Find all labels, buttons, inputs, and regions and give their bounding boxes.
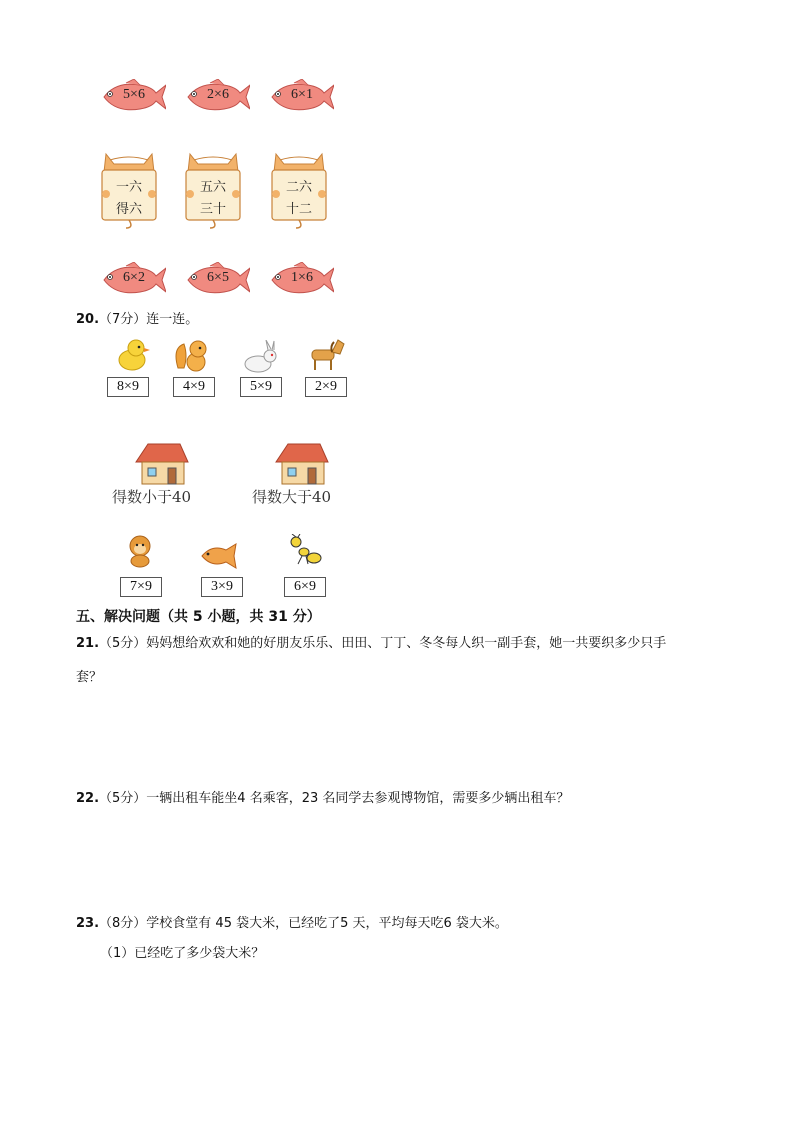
expression-box[interactable]: 4×9 <box>173 377 215 397</box>
question-20 <box>76 306 198 334</box>
fish-expression: 1×6 <box>291 270 313 285</box>
house-label[interactable]: 得数小于40 <box>112 488 192 506</box>
question-text: （5分）一辆出租车能坐4 名乘客，23 名同学去参观博物馆，需要多少辆出租车？ <box>99 791 570 806</box>
question-21 <box>76 630 756 692</box>
cat-card[interactable] <box>98 150 160 230</box>
expression-box[interactable]: 8×9 <box>107 377 149 397</box>
cat-line-1: 二六 <box>285 180 312 195</box>
section-title: 五、解决问题（共 5 小题，共 31 分） <box>76 609 321 625</box>
question-22 <box>76 785 569 813</box>
cat-card[interactable] <box>268 150 330 230</box>
expression-box[interactable]: 6×9 <box>284 577 326 597</box>
squirrel-icon <box>172 338 212 372</box>
fish-card[interactable] <box>180 79 250 115</box>
question-text: （7分）连一连。 <box>99 312 199 327</box>
fish-card[interactable] <box>180 262 250 298</box>
question-number: 21. <box>76 636 100 651</box>
expression-box[interactable]: 7×9 <box>120 577 162 597</box>
house-icon <box>134 440 190 486</box>
fish-expression: 6×2 <box>123 270 145 285</box>
expression-box[interactable]: 3×9 <box>201 577 243 597</box>
question-number: 20. <box>76 312 100 327</box>
cat-line-2: 十二 <box>285 202 312 217</box>
expression-box[interactable]: 5×9 <box>240 377 282 397</box>
house-icon <box>274 440 330 486</box>
question-number: 22. <box>76 791 100 806</box>
fish-card[interactable] <box>96 79 166 115</box>
fish-card[interactable] <box>96 262 166 298</box>
question-23 <box>76 910 508 938</box>
fish-expression: 2×6 <box>207 87 229 102</box>
question-number: 23. <box>76 916 100 931</box>
horse-icon <box>306 338 346 372</box>
house-label[interactable]: 得数大于40 <box>252 488 332 506</box>
cat-line-2: 三十 <box>199 202 226 217</box>
ant-icon <box>284 534 324 568</box>
monkey-icon <box>120 534 160 568</box>
question-text-continued: 套？ <box>76 670 103 685</box>
cat-line-1: 一六 <box>115 180 142 195</box>
fish-card[interactable] <box>264 262 334 298</box>
fish-icon <box>198 540 238 574</box>
expression-box[interactable]: 2×9 <box>305 377 347 397</box>
fish-expression: 6×1 <box>291 87 313 102</box>
rabbit-icon <box>240 340 280 374</box>
chick-icon <box>114 338 154 372</box>
fish-card[interactable] <box>264 79 334 115</box>
cat-line-2: 得六 <box>115 202 142 217</box>
cat-line-1: 五六 <box>199 180 226 195</box>
fish-expression: 5×6 <box>123 87 145 102</box>
question-text: （8分）学校食堂有 45 袋大米，已经吃了5 天，平均每天吃6 袋大米。 <box>99 916 508 931</box>
fish-expression: 6×5 <box>207 270 229 285</box>
question-text: （5分）妈妈想给欢欢和她的好朋友乐乐、田田、丁丁、冬冬每人织一副手套，她一共要织多少只手 <box>99 636 667 651</box>
question-23-part-1: （1）已经吃了多少袋大米？ <box>100 946 265 961</box>
cat-card[interactable] <box>182 150 244 230</box>
